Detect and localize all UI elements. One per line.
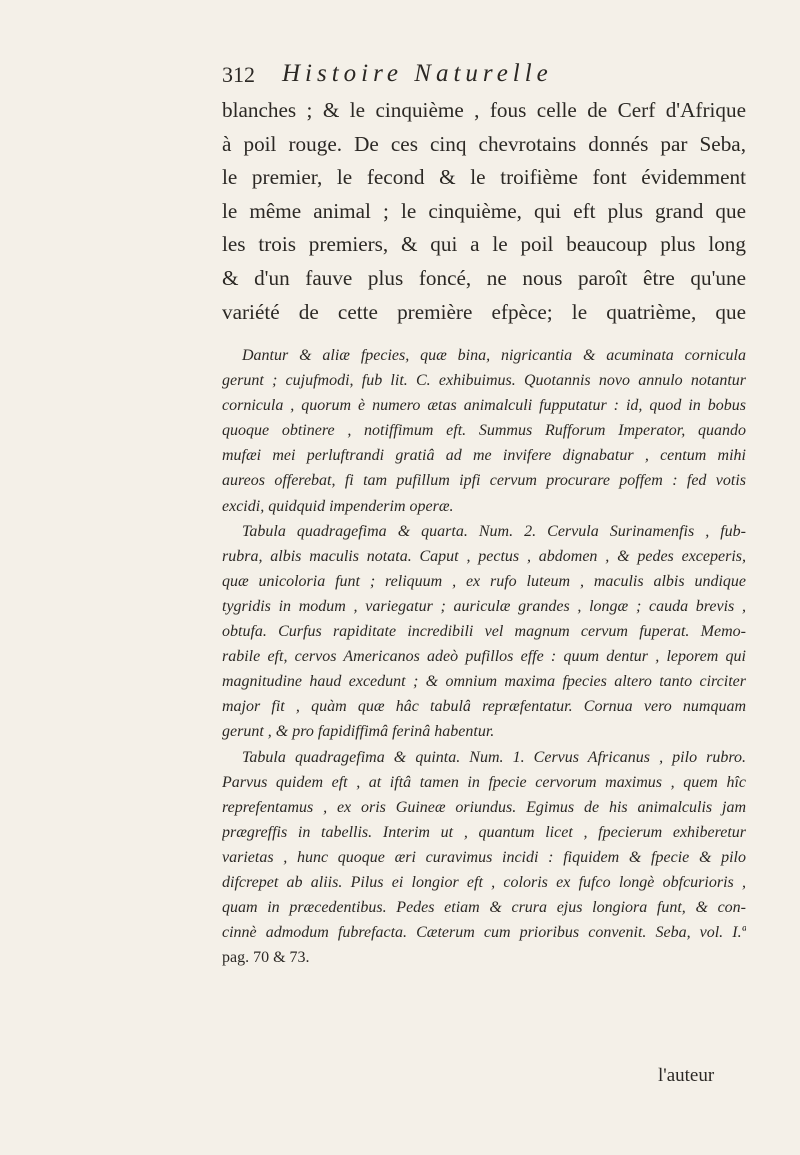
latin-line: gerunt , & pro fapidiffimâ ferinâ habentur. (222, 723, 495, 741)
latin-line: Parvus quidem eft , at iftâ tamen in fpecie cervorum maximus , quem hîc (222, 773, 746, 791)
latin-line: quæ unicoloria funt ; reliquum , ex rufo luteum , maculis albis undique (222, 572, 746, 590)
french-line: à poil rouge. De ces cinq chevrotains donnés par Seba, (222, 131, 746, 156)
latin-line: cornicula , quorum è numero ætas animalculi fupputatur : id, quod in bobus (222, 397, 746, 415)
latin-line: quam in præcedentibus. Pedes etiam & crura ejus longiora funt, & con- (222, 899, 746, 917)
french-line: les trois premiers, & qui a le poil beaucoup plus long (222, 232, 746, 257)
latin-line: Dantur & aliæ fpecies, quæ bina, nigricantia & acuminata cornicula (242, 347, 746, 364)
french-line: blanches ; & le cinquième , fous celle de Cerf d'Afrique (222, 98, 746, 122)
latin-line: varietas , hunc quoque æri curavimus incidi : fiquidem & fpecie & pilo (222, 848, 746, 866)
latin-quotation (222, 343, 746, 970)
latin-line: tygridis in modum , variegatur ; auriculæ grandes , longæ ; cauda brevis , (222, 597, 746, 615)
latin-line: Tabula quadragefima & quarta. Num. 2. Cervula Surinamenfis , fub- (242, 522, 746, 540)
latin-line: gerunt ; cujufmodi, fub lit. C. exhibuimus. Quotannis novo annulo notantur (222, 372, 746, 390)
latin-line: excidi, quidquid impenderim operæ. (222, 497, 454, 515)
latin-line: magnitudine haud excedunt ; & omnium maxima fpecies altero tanto circiter (222, 673, 746, 691)
french-paragraph (222, 94, 746, 329)
french-line: le même animal ; le cinquième, qui eft plus grand que (222, 198, 746, 223)
latin-line: rabile eft, cervos Americanos adeò pufillos effe : quum dentur , leporem qui (222, 648, 746, 666)
latin-line: difcrepet ab aliis. Pilus ei longior eft , coloris ex fufco longè obfcurioris , (222, 873, 746, 891)
page-header (222, 60, 742, 90)
latin-line: major fit , quàm quæ hâc tabulâ repræfentatur. Cornua vero numquam (222, 698, 746, 716)
french-line: & d'un fauve plus foncé, ne nous paroît être qu'une (222, 265, 746, 290)
latin-line: obtufa. Curfus rapiditate incredibili vel magnum cervum fuperat. Memo- (222, 623, 746, 641)
catchword: l'auteur (658, 1065, 715, 1086)
running-title: Histoire Naturelle (282, 60, 553, 87)
latin-line: Tabula quadragefima & quinta. Num. 1. Cervus Africanus , pilo rubro. (242, 748, 746, 766)
french-line: le premier, le fecond & le troifième font évidemment (222, 165, 746, 190)
latin-line: cinnè admodum fubrefacta. Cæterum cum prioribus convenit. Seba, vol. I.ª (222, 924, 746, 942)
latin-line: rubra, albis maculis notata. Caput , pectus , abdomen , & pedes exceperis, (222, 547, 746, 565)
latin-line: prægreffis in tabellis. Interim ut , quantum licet , fpecierum exhiberetur (222, 823, 746, 841)
latin-line: aureos offerebat, fi tam pufillum ipfi cervum procurare poffem : fed votis (222, 472, 746, 490)
latin-line: reprefentamus , ex oris Guineæ oriundus. Egimus de his animalculis jam (222, 798, 746, 816)
latin-line: pag. 70 & 73. (222, 949, 310, 967)
latin-line: quoque obtinere , notiffimum eft. Summus Rufforum Imperator, quando (222, 422, 746, 440)
page-number: 312 (222, 62, 255, 87)
latin-line: mufæi mei perluftrandi gratiâ ad me invifere dignabatur , centum mihi (222, 447, 746, 465)
french-line: variété de cette première efpèce; le quatrième, que (222, 299, 746, 324)
